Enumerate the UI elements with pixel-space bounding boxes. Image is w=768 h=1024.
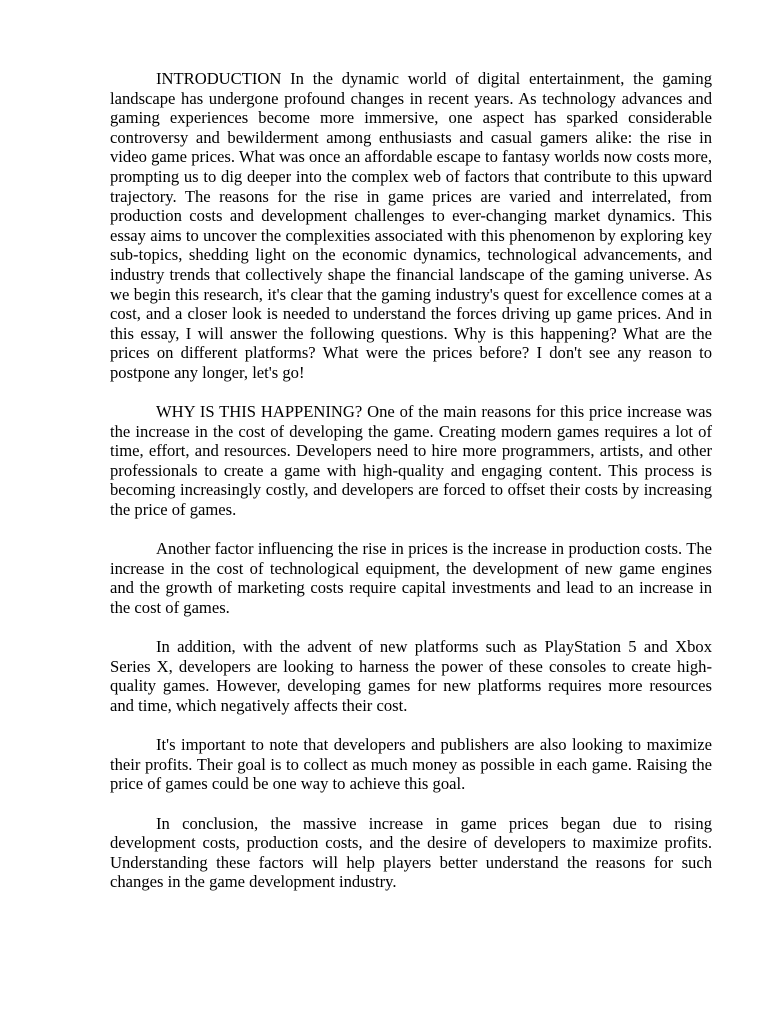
paragraph-why-is-this-happening: WHY IS THIS HAPPENING? One of the main reasons for this price increase was the increase in the cost of developing the game. Creating modern games requires a lot of time, effort, and resources. Developers need to hire more programmers, artists, and other professionals to create a game with high-quality and engaging content. This process is becoming increasingly costly, and developers are forced to offset their costs by increasing the price of games. — [110, 402, 712, 520]
paragraph-conclusion: In conclusion, the massive increase in game prices began due to rising development costs, production costs, and the desire of developers to maximize profits. Understanding these factors will help players better understand the reasons for such changes in the game development industry. — [110, 813, 712, 892]
paragraph-production-costs: Another factor influencing the rise in prices is the increase in production costs. The increase in the cost of technological equipment, the development of new game engines and the growth of marketing costs require capital investments and lead to an increase in the cost of games. — [110, 539, 712, 618]
document-page — [110, 69, 712, 912]
paragraph-new-platforms: In addition, with the advent of new platforms such as PlayStation 5 and Xbox Series X, developers are looking to harness the power of these consoles to create high-quality games. However, developing games for new platforms requires more resources and time, which negatively affects their cost. — [110, 637, 712, 715]
paragraph-introduction: INTRODUCTION In the dynamic world of digital entertainment, the gaming landscape has undergone profound changes in recent years. As technology advances and gaming experiences become more immersive, one aspect has sparked considerable controversy and bewilderment among enthusiasts and casual gamers alike: the rise in video game prices. What was once an affordable escape to fantasy worlds now costs more, prompting us to dig deeper into the complex web of factors that contribute to this upward trajectory. The reasons for the rise in game prices are varied and interrelated, from production costs and development challenges to ever-changing market dynamics. This essay aims to uncover the complexities associated with this phenomenon by exploring key sub-topics, shedding light on the economic dynamics, technological advancements, and industry trends that collectively shape the financial landscape of the gaming universe. As we begin this research, it's clear that the gaming industry's quest for excellence comes at a cost, and a closer look is needed to understand the forces driving up game prices. And in this essay, I will answer the following questions. Why is this happening? What are the prices on different platforms? What were the prices before? I don't see any reason to postpone any longer, let's go! — [110, 69, 712, 382]
paragraph-maximize-profits: It's important to note that developers and publishers are also looking to maximize their profits. Their goal is to collect as much money as possible in each game. Raising the price of games could be one way to achieve this goal. — [110, 735, 712, 794]
